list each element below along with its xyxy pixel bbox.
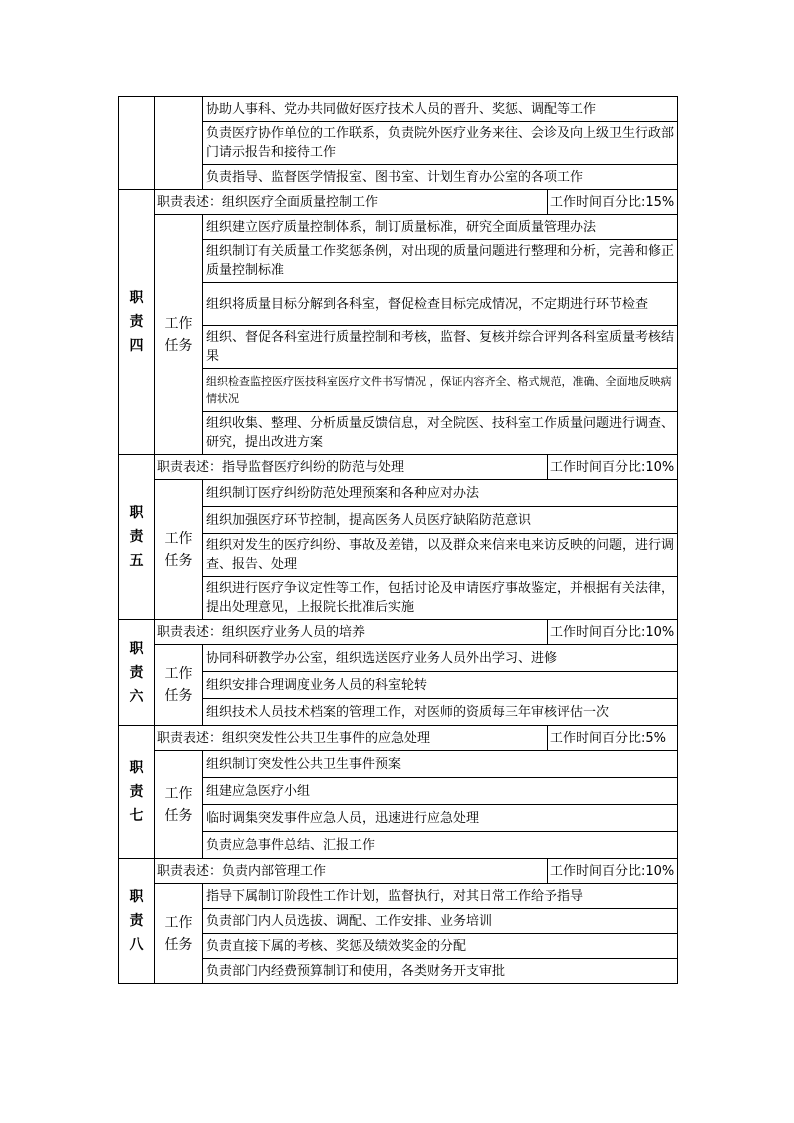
table-row bbox=[119, 645, 678, 672]
task-cell: 协助人事科、党办共同做好医疗技术人员的晋升、奖惩、调配等工作 bbox=[203, 97, 678, 122]
task-cell: 负责部门内人员选拔、调配、工作安排、业务培训 bbox=[203, 909, 678, 934]
table-row bbox=[119, 534, 678, 577]
task-cell: 负责指导、监督医学情报室、图书室、计划生育办公室的各项工作 bbox=[203, 165, 678, 190]
sub-label-line: 工作 bbox=[164, 785, 193, 802]
table-row bbox=[119, 699, 678, 726]
table-row bbox=[119, 480, 678, 507]
section-char: 责 bbox=[129, 664, 144, 681]
task-cell: 组织进行医疗争议定性等工作，包括讨论及申请医疗事故鉴定，并根据有关法律，提出处理意见，上报院长批准后实施 bbox=[203, 577, 678, 620]
duty-description: 职责表述：负责内部管理工作 bbox=[155, 859, 548, 884]
work-task-label bbox=[155, 215, 203, 455]
table-row bbox=[119, 283, 678, 326]
table-row bbox=[119, 832, 678, 859]
duty-table-page bbox=[118, 96, 678, 984]
section-label bbox=[119, 455, 155, 620]
task-cell: 组织收集、整理、分析质量反馈信息，对全院医、技科室工作质量问题进行调查、研究，提出改进方案 bbox=[203, 412, 678, 455]
task-cell: 组织制订有关质量工作奖惩条例，对出现的质量问题进行整理和分析，完善和修正质量控制标准 bbox=[203, 240, 678, 283]
section-char: 责 bbox=[129, 529, 144, 545]
task-cell: 负责部门内经费预算制订和使用，各类财务开支审批 bbox=[203, 959, 678, 984]
duty-description: 职责表述：指导监督医疗纠纷的防范与处理 bbox=[155, 455, 548, 480]
time-percentage: 工作时间百分比:5% bbox=[547, 726, 677, 751]
table-row bbox=[119, 672, 678, 699]
section-char: 责 bbox=[129, 913, 144, 929]
table-row bbox=[119, 240, 678, 283]
sub-label-cell-empty bbox=[155, 97, 203, 190]
duty-table bbox=[118, 96, 678, 984]
task-cell: 组织加强医疗环节控制，提高医务人员医疗缺陷防范意识 bbox=[203, 507, 678, 534]
duty-description: 职责表述：组织医疗全面质量控制工作 bbox=[155, 190, 548, 215]
time-percentage: 工作时间百分比:10% bbox=[547, 620, 677, 645]
table-row bbox=[119, 122, 678, 165]
task-cell: 协同科研教学办公室，组织选送医疗业务人员外出学习、进修 bbox=[203, 645, 678, 672]
time-percentage: 工作时间百分比:10% bbox=[547, 455, 677, 480]
table-row bbox=[119, 778, 678, 805]
work-task-label bbox=[155, 884, 203, 984]
section-char: 四 bbox=[129, 338, 144, 354]
section-char: 职 bbox=[129, 290, 144, 306]
section-label bbox=[119, 726, 155, 859]
section-header-row bbox=[119, 726, 678, 751]
time-percentage: 工作时间百分比:10% bbox=[547, 859, 677, 884]
table-row bbox=[119, 909, 678, 934]
sub-label-line: 任务 bbox=[164, 552, 193, 569]
section-char: 职 bbox=[129, 640, 144, 657]
work-task-label bbox=[155, 751, 203, 859]
table-row bbox=[119, 369, 678, 412]
section-char: 八 bbox=[129, 937, 144, 953]
sub-label-line: 工作 bbox=[164, 530, 193, 547]
section-header-row bbox=[119, 190, 678, 215]
section-char: 职 bbox=[129, 505, 144, 521]
table-row bbox=[119, 751, 678, 778]
section-cell-empty bbox=[119, 97, 155, 190]
sub-label-line: 工作 bbox=[164, 666, 193, 682]
sub-label-line: 工作 bbox=[164, 315, 193, 332]
task-cell: 组织将质量目标分解到各科室，督促检查目标完成情况，不定期进行环节检查 bbox=[203, 283, 678, 326]
task-cell: 负责医疗协作单位的工作联系，负责院外医疗业务来往、会诊及向上级卫生行政部门请示报告和接待工作 bbox=[203, 122, 678, 165]
section-char: 责 bbox=[129, 784, 144, 800]
task-cell: 指导下属制订阶段性工作计划，监督执行，对其日常工作给予指导 bbox=[203, 884, 678, 909]
task-cell: 组织对发生的医疗纠纷、事故及差错，以及群众来信来电来访反映的问题，进行调查、报告、处理 bbox=[203, 534, 678, 577]
sub-label-line: 任务 bbox=[164, 688, 193, 704]
table-row bbox=[119, 507, 678, 534]
work-task-label bbox=[155, 480, 203, 620]
duty-description: 职责表述：组织突发性公共卫生事件的应急处理 bbox=[155, 726, 548, 751]
table-row bbox=[119, 412, 678, 455]
task-cell: 临时调集突发事件应急人员，迅速进行应急处理 bbox=[203, 805, 678, 832]
section-char: 五 bbox=[129, 553, 144, 569]
table-row bbox=[119, 884, 678, 909]
table-row bbox=[119, 326, 678, 369]
time-percentage: 工作时间百分比:15% bbox=[547, 190, 677, 215]
section-label bbox=[119, 859, 155, 984]
task-cell: 组织制订突发性公共卫生事件预案 bbox=[203, 751, 678, 778]
task-cell: 负责直接下属的考核、奖惩及绩效奖金的分配 bbox=[203, 934, 678, 959]
task-cell: 组织建立医疗质量控制体系，制订质量标准，研究全面质量管理办法 bbox=[203, 215, 678, 240]
table-row bbox=[119, 215, 678, 240]
task-cell: 组织安排合理调度业务人员的科室轮转 bbox=[203, 672, 678, 699]
section-char: 职 bbox=[129, 760, 144, 776]
section-char: 职 bbox=[129, 889, 144, 905]
table-row bbox=[119, 577, 678, 620]
task-cell: 组织技术人员技术档案的管理工作，对医师的资质每三年审核评估一次 bbox=[203, 699, 678, 726]
table-row bbox=[119, 165, 678, 190]
section-header-row bbox=[119, 620, 678, 645]
task-cell: 组织检查监控医疗医技科室医疗文件书写情况 ，保证内容齐全、格式规范，准确、全面地反映病情状况 bbox=[203, 369, 678, 412]
sub-label-line: 任务 bbox=[164, 936, 193, 953]
section-char: 责 bbox=[129, 314, 144, 330]
table-row bbox=[119, 805, 678, 832]
section-char: 七 bbox=[129, 808, 144, 824]
sub-label-line: 任务 bbox=[164, 337, 193, 354]
sub-label-line: 任务 bbox=[164, 807, 193, 824]
section-label bbox=[119, 190, 155, 455]
section-label bbox=[119, 620, 155, 726]
sub-label-line: 工作 bbox=[164, 914, 193, 931]
work-task-label bbox=[155, 645, 203, 726]
section-header-row bbox=[119, 455, 678, 480]
task-cell: 组建应急医疗小组 bbox=[203, 778, 678, 805]
section-header-row bbox=[119, 859, 678, 884]
table-row bbox=[119, 959, 678, 984]
duty-description: 职责表述：组织医疗业务人员的培养 bbox=[155, 620, 548, 645]
section-char: 六 bbox=[129, 688, 144, 705]
table-row bbox=[119, 934, 678, 959]
table-row bbox=[119, 97, 678, 122]
task-cell: 组织、督促各科室进行质量控制和考核，监督、复核并综合评判各科室质量考核结果 bbox=[203, 326, 678, 369]
task-cell: 组织制订医疗纠纷防范处理预案和各种应对办法 bbox=[203, 480, 678, 507]
task-cell: 负责应急事件总结、汇报工作 bbox=[203, 832, 678, 859]
